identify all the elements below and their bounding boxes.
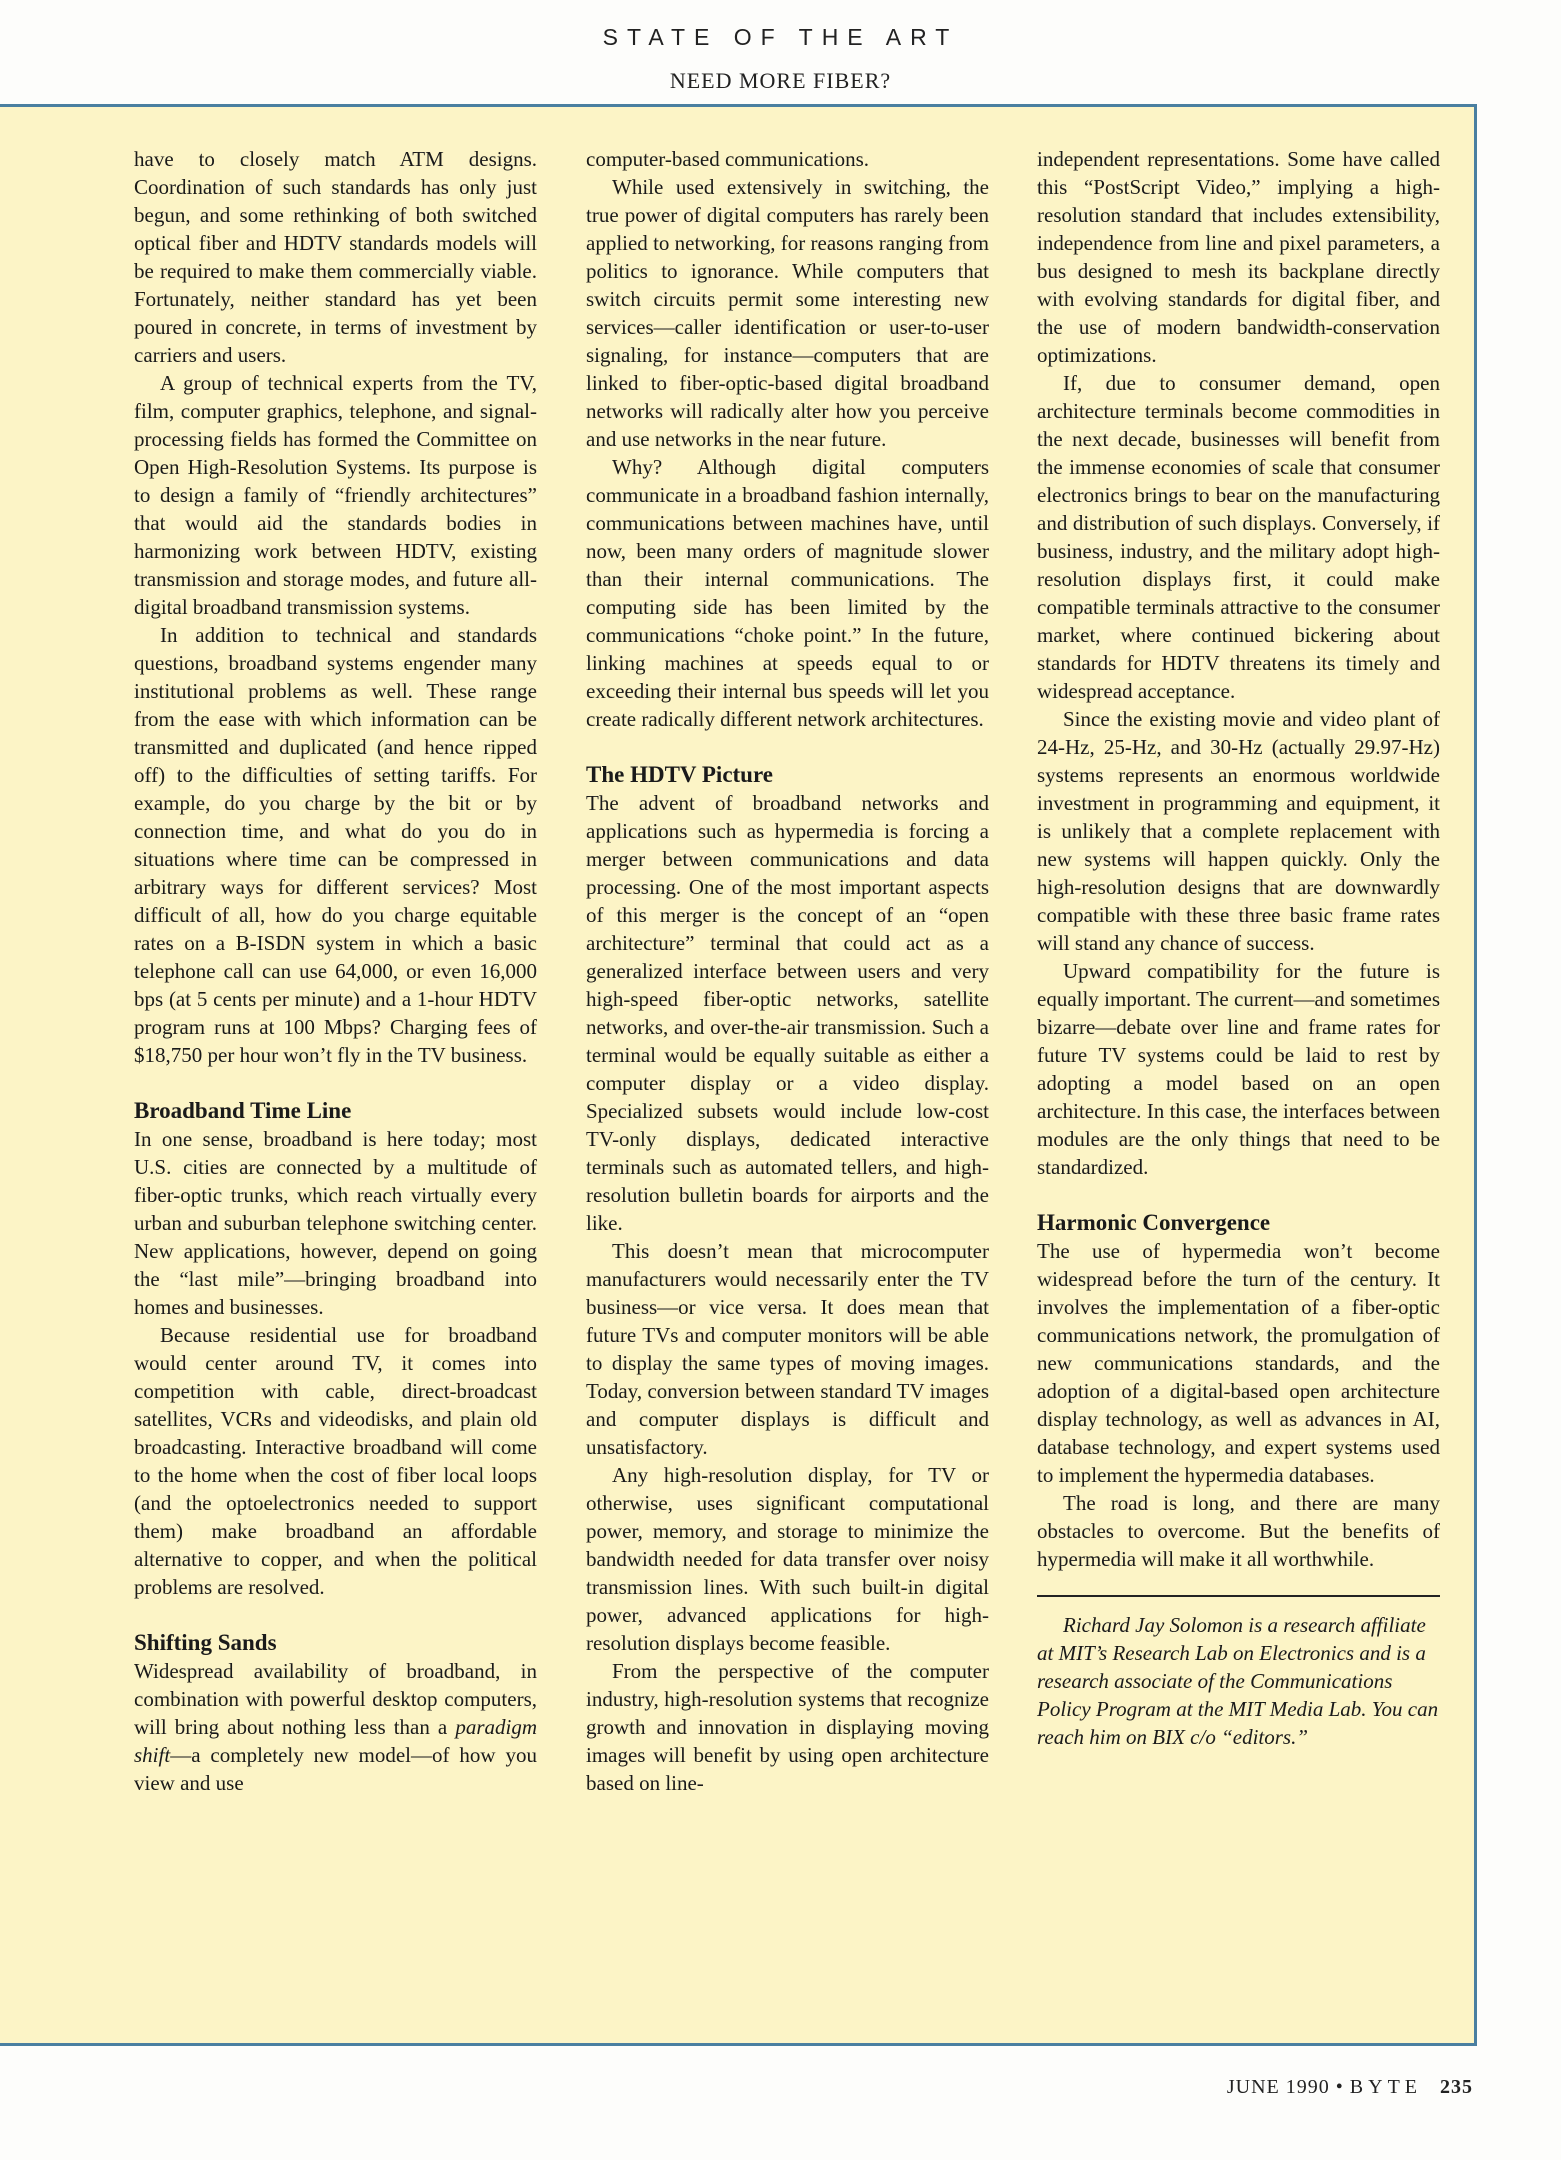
paragraph: In addition to technical and standards questions, broadband systems engender many institutional problems as well. These range from the ease with which information can be transmitted and duplicated (and hence ripped off) to the difficulties of setting tariffs. For example, do you charge by the bit or by connection time, and what do you do in situations where time can be compressed in arbitrary ways for different services? Most difficult of all, how do you charge equitable rates on a B-ISDN system in which a basic telephone call can use 64,000, or even 16,000 bps (at 5 cents per minute) and a 1-hour HDTV program runs at 100 Mbps? Charging fees of $18,750 per hour won’t fly in the TV business.: [134, 623, 537, 1067]
bio-divider: [1037, 1595, 1440, 1597]
page-number: 235: [1440, 2076, 1473, 2098]
footer-separator: •: [1335, 2076, 1344, 2098]
column-3: [1037, 145, 1440, 1751]
paragraph: While used extensively in switching, the true power of digital computers has rarely been applied to networking, for reasons ranging from politics to ignorance. While computers that switch circuits permit some interesting new services—caller identification or user-to-user signaling, for instance—computers that are linked to fiber-optic-based digital broadband networks will radically alter how you perceive and use networks in the near future.: [586, 175, 989, 451]
subheading-harmonic-convergence: Harmonic Convergence: [1037, 1210, 1271, 1235]
paragraph: computer-based communications.: [586, 147, 869, 171]
paragraph: From the perspective of the computer industry, high-resolution systems that recognize growth and innovation in displaying moving images will benefit by using open architecture based on line-: [586, 1659, 989, 1795]
column-2: [586, 145, 989, 1797]
paragraph: If, due to consumer demand, open architecture terminals become commodities in the next decade, businesses will benefit from the immense economies of scale that consumer electronics brings to bear on the manufacturing and distribution of such displays. Conversely, if business, industry, and the military adopt high-resolution displays first, it could make compatible terminals attractive to the consumer market, where continued bickering about standards for HDTV threatens its timely and widespread acceptance.: [1037, 371, 1440, 703]
paragraph: The road is long, and there are many obstacles to overcome. But the benefits of hypermedia will make it all worthwhile.: [1037, 1491, 1440, 1571]
author-bio: Richard Jay Solomon is a research affiliate at MIT’s Research Lab on Electronics and is a research associate of the Communications Policy Program at the MIT Media Lab. You can reach him on BIX c/o “editors.”: [1037, 1613, 1439, 1749]
paragraph: This doesn’t mean that microcomputer manufacturers would necessarily enter the TV business—or vice versa. It does mean that future TVs and computer monitors will be able to display the same types of moving images. Today, conversion between standard TV images and computer displays is difficult and unsatisfactory.: [586, 1239, 989, 1459]
paragraph: Why? Although digital computers communicate in a broadband fashion internally, communications between machines have, until now, been many orders of magnitude slower than their internal communications. The computing side has been limited by the communications “choke point.” In the future, linking machines at speeds equal to or exceeding their internal bus speeds will let you create radically different network architectures.: [586, 455, 989, 731]
page-footer: [1227, 2076, 1473, 2099]
subheading-shifting-sands: Shifting Sands: [134, 1630, 277, 1655]
article-title: NEED MORE FIBER?: [669, 68, 892, 93]
article-panel: [0, 104, 1477, 2046]
emphasis-text: paradigm shift: [134, 1715, 537, 1767]
paragraph: The advent of broadband networks and applications such as hypermedia is forcing a merger between communications and data processing. One of the most important aspects of this merger is the concept of an “open architecture” terminal that could act as a generalized interface between users and very high-speed fiber-optic networks, satellite networks, and over-the-air transmission. Such a terminal would be equally suitable as either a computer display or a video display. Specialized subsets would include low-cost TV-only displays, dedicated interactive terminals such as automated tellers, and high-resolution bulletin boards for airports and the like.: [586, 791, 989, 1235]
paragraph: The use of hypermedia won’t become widespread before the turn of the century. It involves the implementation of a fiber-optic communications network, the promulgation of new communications standards, and the adoption of a digital-based open architecture display technology, as well as advances in AI, database technology, and expert systems used to implement the hypermedia databases.: [1037, 1239, 1440, 1487]
subheading-hdtv-picture: The HDTV Picture: [586, 762, 773, 787]
column-1: [134, 145, 537, 1797]
paragraph: A group of technical experts from the TV, film, computer graphics, telephone, and signal-processing fields has formed the Committee on Open High-Resolution Systems. Its purpose is to design a family of “friendly architectures” that would aid the standards bodies in harmonizing work between HDTV, existing transmission and storage modes, and future all-digital broadband transmission systems.: [134, 371, 537, 619]
magazine-name: BYTE: [1349, 2076, 1422, 2098]
subheading-broadband-time-line: Broadband Time Line: [134, 1098, 352, 1123]
section-kicker: STATE OF THE ART: [602, 24, 959, 50]
paragraph: Since the existing movie and video plant of 24-Hz, 25-Hz, and 30-Hz (actually 29.97-Hz) systems represents an enormous worldwide investment in programming and equipment, it is unlikely that a complete replacement with new systems will happen quickly. Only the high-resolution designs that are downwardly compatible with these three basic frame rates will stand any chance of success.: [1037, 707, 1440, 955]
paragraph: Any high-resolution display, for TV or otherwise, uses significant computational power, memory, and storage to minimize the bandwidth needed for data transfer over noisy transmission lines. With such built-in digital power, advanced applications for high-resolution displays become feasible.: [586, 1463, 989, 1655]
issue-date: JUNE 1990: [1226, 2076, 1330, 2098]
paragraph: In one sense, broadband is here today; most U.S. cities are connected by a multitude of fiber-optic trunks, which reach virtually every urban and suburban telephone switching center. New applications, however, depend on going the “last mile”—bringing broadband into homes and businesses.: [134, 1127, 537, 1319]
paragraph: have to closely match ATM designs. Coordination of such standards has only just begun, and some rethinking of both switched optical fiber and HDTV standards models will be required to make them commercially viable. Fortunately, neither standard has yet been poured in concrete, in terms of investment by carriers and users.: [134, 147, 537, 367]
paragraph: independent representations. Some have called this “PostScript Video,” implying a high-resolution standard that includes extensibility, independence from line and pixel parameters, a bus designed to mesh its backplane directly with evolving standards for digital fiber, and the use of modern bandwidth-conservation optimizations.: [1037, 147, 1440, 367]
paragraph: Because residential use for broadband would center around TV, it comes into competition with cable, direct-broadcast satellites, VCRs and videodisks, and plain old broadcasting. Interactive broadband will come to the home when the cost of fiber local loops (and the optoelectronics needed to support them) make broadband an affordable alternative to copper, and when the political problems are resolved.: [134, 1323, 537, 1599]
paragraph: Upward compatibility for the future is equally important. The current—and sometimes bizarre—debate over line and frame rates for future TV systems could be laid to rest by adopting a model based on an open architecture. In this case, the interfaces between modules are the only things that need to be standardized.: [1037, 959, 1440, 1179]
paragraph: [134, 1657, 537, 1797]
text-span: —a completely new model—of how you view and use: [134, 1743, 537, 1795]
text-span: Widespread availability of broadband, in combination with powerful desktop computers, will bring about nothing less than a: [134, 1659, 537, 1739]
